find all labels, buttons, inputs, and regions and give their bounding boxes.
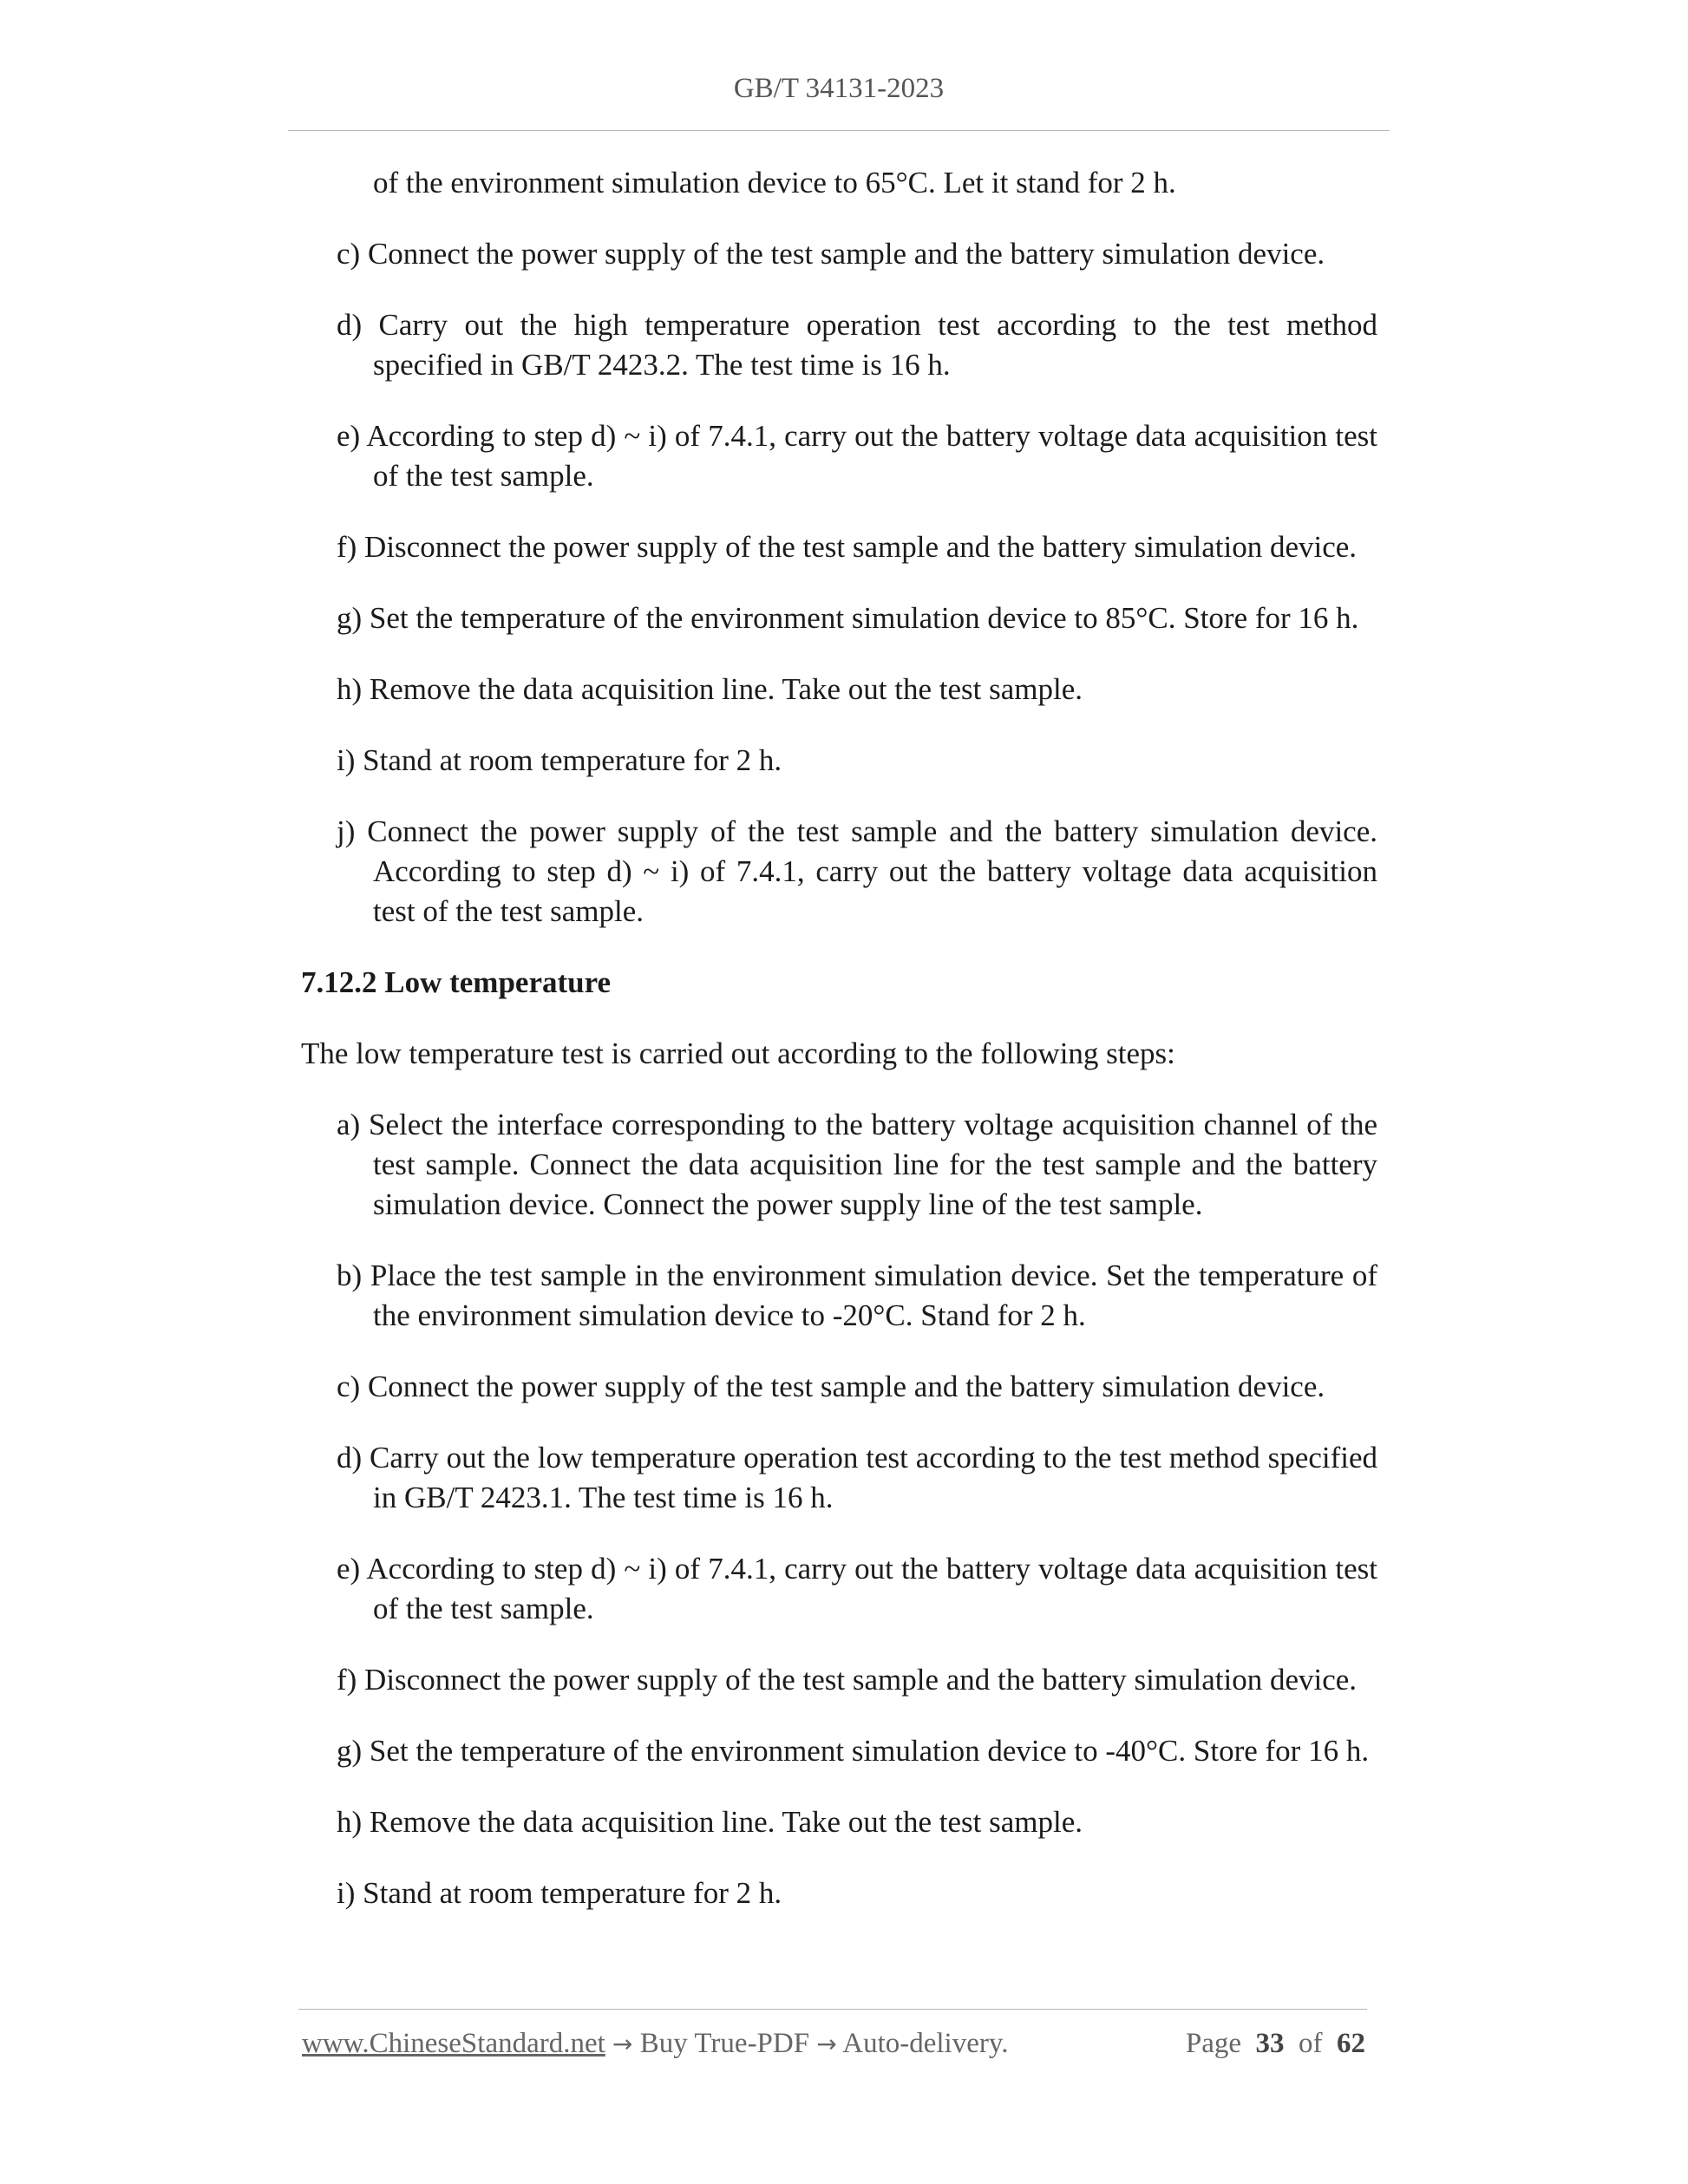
page-header-title: GB/T 34131-2023 <box>733 73 945 104</box>
list-item: f) Disconnect the power supply of the test sample and the battery simulation device. <box>337 530 1358 564</box>
list-item: i) Stand at room temperature for 2 h. <box>337 743 782 777</box>
header-divider <box>288 130 1390 131</box>
list-item: a) Select the interface corresponding to the battery voltage acquisition channel of the test sample. Connect the data acquisition line for the test sample and the battery simulation device. Connect the power supply line of the test sample. <box>337 1108 1377 1221</box>
website-link[interactable]: www.ChineseStandard.net <box>302 2028 605 2059</box>
list-item: b) Place the test sample in the environment simulation device. Set the temperature of the environment simulation device to -20°C. Stand for 2 h. <box>337 1259 1377 1332</box>
list-item: d) Carry out the low temperature operation test according to the test method specified in GB/T 2423.1. The test time is 16 h. <box>337 1441 1377 1514</box>
list-item: i) Stand at room temperature for 2 h. <box>337 1876 782 1910</box>
list-item: d) Carry out the high temperature operation test according to the test method specified in GB/T 2423.2. The test time is 16 h. <box>337 308 1377 382</box>
section-heading: 7.12.2 Low temperature <box>301 965 612 999</box>
page-number <box>1186 2028 1365 2060</box>
footer-left <box>302 2028 1008 2060</box>
list-item: c) Connect the power supply of the test sample and the battery simulation device. <box>337 237 1325 271</box>
section-intro: The low temperature test is carried out according to the following steps: <box>301 1036 1175 1070</box>
arrow-right-icon: → <box>612 2030 633 2058</box>
page-of: of <box>1299 2028 1323 2059</box>
list-item: g) Set the temperature of the environment simulation device to -40°C. Store for 16 h. <box>337 1734 1370 1768</box>
document-body <box>302 163 1377 1945</box>
page-label: Page <box>1185 2028 1241 2059</box>
list-item: j) Connect the power supply of the test sample and the battery simulation device. According to step d) ~ i) of 7.4.1, carry out the battery voltage data acquisition test of the test sample. <box>337 814 1377 928</box>
page-footer <box>302 2028 1365 2060</box>
list-item: f) Disconnect the power supply of the test sample and the battery simulation device. <box>337 1663 1358 1697</box>
buy-pdf-text: Buy True-PDF <box>639 2028 810 2059</box>
auto-delivery-text: Auto-delivery. <box>842 2028 1009 2059</box>
list-item: g) Set the temperature of the environment simulation device to 85°C. Store for 16 h. <box>337 601 1359 635</box>
list-item: c) Connect the power supply of the test sample and the battery simulation device. <box>337 1370 1325 1403</box>
footer-divider <box>298 2009 1367 2010</box>
list-item-continuation: of the environment simulation device to 65°C. Let it stand for 2 h. <box>373 166 1176 199</box>
arrow-right-icon: → <box>816 2030 837 2058</box>
page-current: 33 <box>1255 2028 1285 2059</box>
list-item: e) According to step d) ~ i) of 7.4.1, carry out the battery voltage data acquisition test of the test sample. <box>337 1552 1377 1625</box>
list-item: e) According to step d) ~ i) of 7.4.1, carry out the battery voltage data acquisition test of the test sample. <box>337 419 1377 493</box>
list-item: h) Remove the data acquisition line. Take out the test sample. <box>337 1805 1083 1839</box>
page-total: 62 <box>1337 2028 1365 2059</box>
list-item: h) Remove the data acquisition line. Take out the test sample. <box>337 672 1083 706</box>
